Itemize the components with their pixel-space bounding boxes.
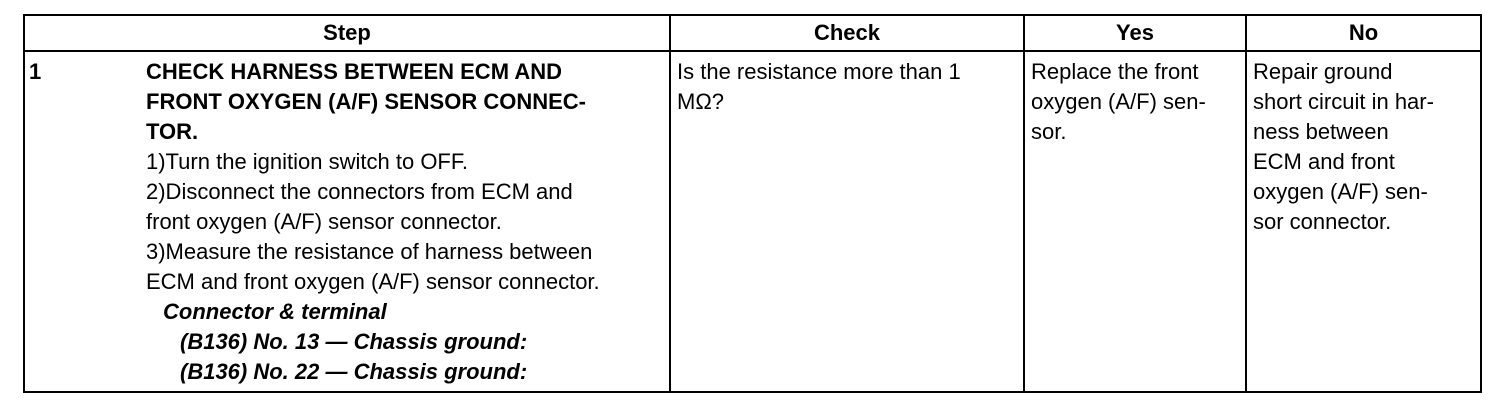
- yes-cell: [1024, 51, 1246, 392]
- header-check: Check: [670, 15, 1024, 51]
- instruction-line: 1)Turn the ignition switch to OFF.: [146, 149, 468, 174]
- spec-item: (B136) No. 13 — Chassis ground:: [180, 329, 528, 354]
- check-line: MΩ?: [677, 89, 725, 114]
- step-title: [146, 57, 667, 147]
- yes-line: oxygen (A/F) sen-: [1031, 89, 1206, 114]
- header-yes: Yes: [1024, 15, 1246, 51]
- no-line: oxygen (A/F) sen-: [1253, 179, 1428, 204]
- no-line: Repair ground: [1253, 59, 1393, 84]
- table-row: [24, 51, 1481, 392]
- no-line: ECM and front: [1253, 149, 1395, 174]
- no-line: ness between: [1253, 119, 1389, 144]
- instruction-line: ECM and front oxygen (A/F) sensor connector.: [146, 269, 600, 294]
- step-title-line: FRONT OXYGEN (A/F) SENSOR CONNEC-: [146, 89, 587, 114]
- step-number: 1: [24, 51, 146, 392]
- instruction-line: 2)Disconnect the connectors from ECM and: [146, 179, 573, 204]
- check-cell: [670, 51, 1024, 392]
- header-step: Step: [24, 15, 670, 51]
- step-title-line: CHECK HARNESS BETWEEN ECM AND: [146, 59, 562, 84]
- spec-heading: Connector & terminal: [163, 299, 387, 324]
- step-instructions: [146, 147, 667, 297]
- check-line: Is the resistance more than 1: [677, 59, 961, 84]
- header-row: [24, 15, 1481, 51]
- spec-item: (B136) No. 22 — Chassis ground:: [180, 359, 528, 384]
- no-line: short circuit in har-: [1253, 89, 1434, 114]
- diagnostic-table: [23, 14, 1482, 393]
- step-title-line: TOR.: [146, 119, 199, 144]
- instruction-line: front oxygen (A/F) sensor connector.: [146, 209, 502, 234]
- yes-line: sor.: [1031, 119, 1067, 144]
- step-cell: [146, 51, 670, 392]
- header-no: No: [1246, 15, 1481, 51]
- yes-line: Replace the front: [1031, 59, 1199, 84]
- no-cell: [1246, 51, 1481, 392]
- instruction-line: 3)Measure the resistance of harness between: [146, 239, 593, 264]
- no-line: sor connector.: [1253, 209, 1392, 234]
